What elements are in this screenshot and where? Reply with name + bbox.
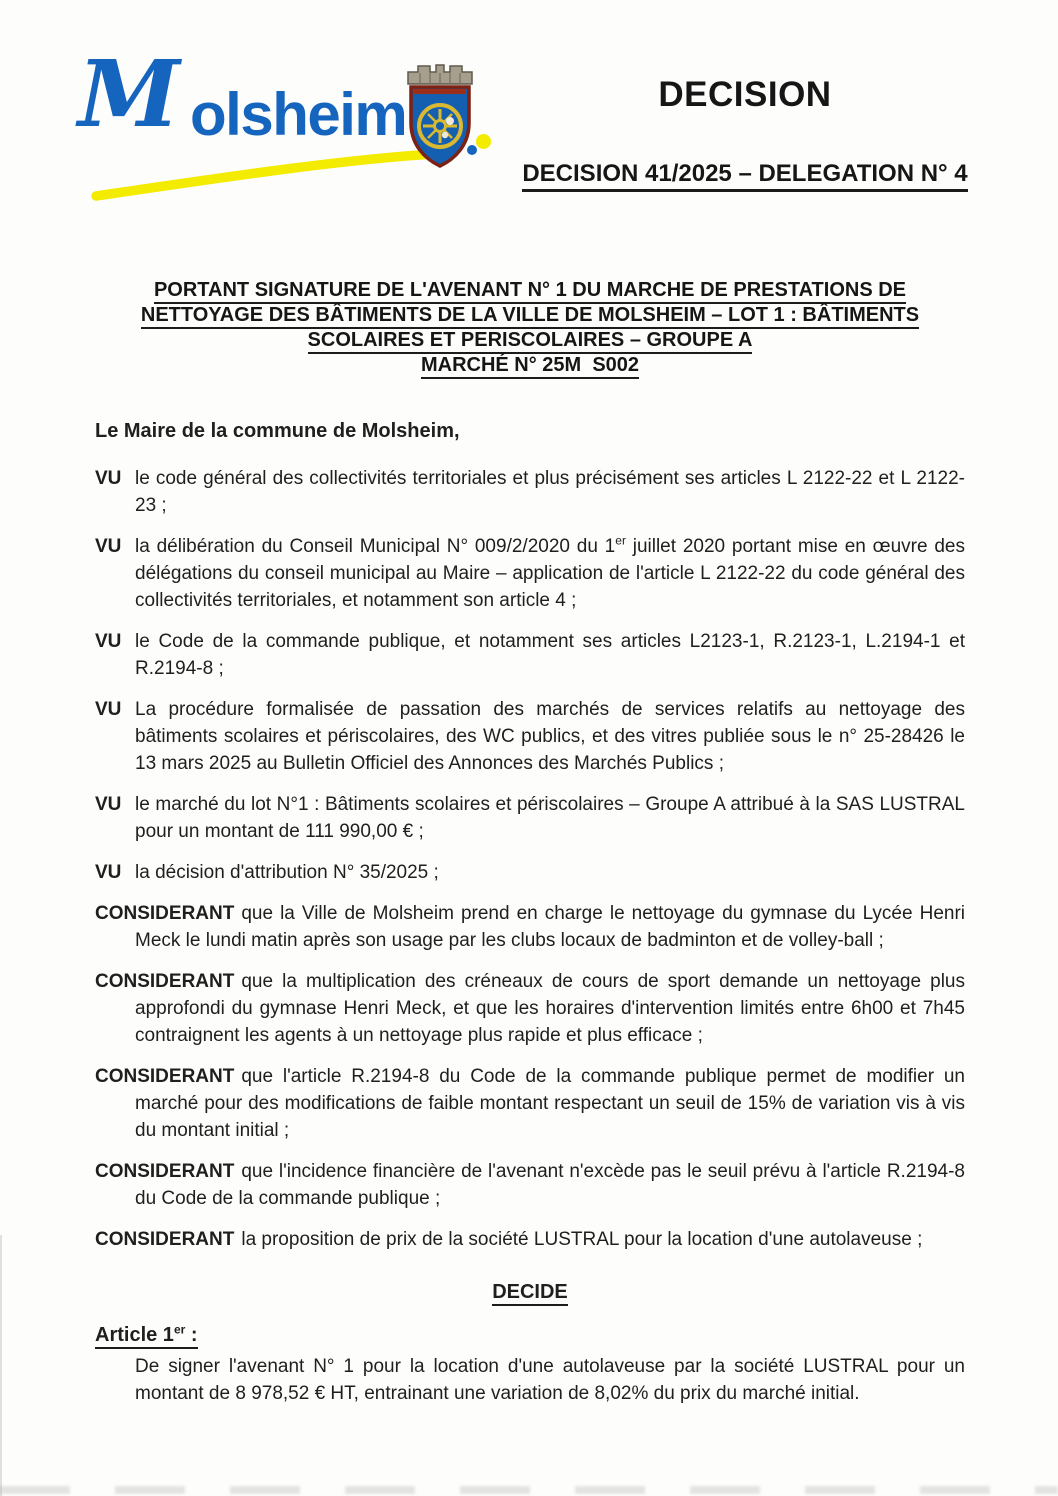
scan-bottom-artifact — [0, 1486, 1058, 1494]
considerant-label: CONSIDERANT — [95, 971, 235, 992]
vu-clause — [95, 791, 965, 845]
vu-label: VU — [95, 862, 122, 883]
considerant-text: que la multiplication des créneaux de cours de sport demande un nettoyage plus approfondi du gymnase Henri Meck, et que les horaires d'intervention limités entre 6h00 et 7h45 contraignent les agents à un nettoyage plus rapide et plus efficace ; — [135, 971, 965, 1046]
vu-clause — [95, 696, 965, 777]
vu-text: juillet 2020 portant mise en œuvre des délégations du conseil municipal au Maire – application de l'article L 2122-22 du code général des collectivités territoriales, et notamment son article 4 ; — [135, 536, 965, 611]
ordinal-superscript: er — [615, 533, 626, 548]
article-1-body: De signer l'avenant N° 1 pour la location d'une autolaveuse par la société LUSTRAL pour un montant de 8 978,52 € HT, entrainant une variation de 8,02% du prix du marché initial. — [135, 1356, 965, 1404]
salutation: Le Maire de la commune de Molsheim, — [95, 420, 460, 442]
vu-label: VU — [95, 794, 122, 815]
logo-wordmark: olsheim — [190, 81, 407, 148]
vu-label: VU — [95, 468, 122, 489]
considerant-label: CONSIDERANT — [95, 1066, 235, 1087]
subject-line: SCOLAIRES ET PERISCOLAIRES – GROUPE A — [95, 328, 965, 353]
ordinal-superscript: er — [173, 1322, 186, 1337]
coat-of-arms-icon — [398, 60, 482, 172]
vu-text: La procédure formalisée de passation des marchés de services relatifs au nettoyage des bâtiments scolaires et périscolaires, des WC publics, et des vitres publiée sous le n° 25-28426 le 13 mars 2025 au Bulletin Officiel des Annonces des Marchés Publics ; — [135, 699, 965, 774]
document-body — [95, 278, 965, 1407]
doc-header — [500, 74, 990, 188]
logo-initial: M — [78, 40, 180, 148]
vu-clause — [95, 628, 965, 682]
logo-dot-blue — [467, 145, 477, 155]
article-1-heading: Article 1er : — [95, 1322, 965, 1349]
considerant-text: que l'article R.2194-8 du Code de la commande publique permet de modifier un marché pour des modifications de faible montant respectant un seuil de 15% de variation vis à vis du montant initial ; — [135, 1066, 965, 1141]
vu-text: la délibération du Conseil Municipal N° 009/2/2020 du 1 — [135, 536, 616, 557]
considerant-text: la proposition de prix de la société LUSTRAL pour la location d'une autolaveuse ; — [241, 1229, 923, 1250]
decision-number-heading: DECISION 41/2025 – DELEGATION N° 4 — [500, 160, 990, 188]
vu-clause — [95, 465, 965, 519]
considerant-text: que l'incidence financière de l'avenant n'excède pas le seuil prévu à l'article R.2194-8 du Code de la commande publique ; — [135, 1161, 965, 1209]
vu-clause — [95, 859, 965, 886]
considerant-clause — [95, 1226, 965, 1253]
considerant-label: CONSIDERANT — [95, 1161, 235, 1182]
vu-label: VU — [95, 631, 122, 652]
considerant-clause — [95, 900, 965, 954]
vu-clause — [95, 533, 965, 614]
document-title: DECISION — [658, 75, 832, 114]
decide-heading: DECIDE — [95, 1279, 965, 1306]
vu-label: VU — [95, 536, 122, 557]
vu-text: le Code de la commande publique, et notamment ses articles L2123-1, R.2123-1, L.2194-1 et R.2194-8 ; — [135, 631, 965, 679]
subject-line: PORTANT SIGNATURE DE L'AVENANT N° 1 DU MARCHE DE PRESTATIONS DE — [95, 278, 965, 303]
logo-dot-yellow — [476, 134, 491, 149]
vu-text: la décision d'attribution N° 35/2025 ; — [135, 862, 439, 883]
considerant-clause — [95, 1063, 965, 1144]
considerant-text: que la Ville de Molsheim prend en charge le nettoyage du gymnase du Lycée Henri Meck le lundi matin après son usage par les clubs locaux de badminton et de volley-ball ; — [135, 903, 965, 951]
vu-label: VU — [95, 699, 122, 720]
vu-text: le code général des collectivités territoriales et plus précisément ses articles L 2122-22 et L 2122-23 ; — [135, 468, 965, 516]
subject-heading — [95, 278, 965, 378]
considerant-label: CONSIDERANT — [95, 903, 235, 924]
considerant-clause — [95, 968, 965, 1049]
subject-line: MARCHÉ N° 25M S002 — [95, 353, 965, 378]
considerant-clause — [95, 1158, 965, 1212]
molsheim-logo — [78, 40, 508, 203]
scan-edge-artifact — [0, 1235, 2, 1496]
subject-line: NETTOYAGE DES BÂTIMENTS DE LA VILLE DE MOLSHEIM – LOT 1 : BÂTIMENTS — [95, 303, 965, 328]
considerant-label: CONSIDERANT — [95, 1229, 235, 1250]
vu-text: le marché du lot N°1 : Bâtiments scolaires et périscolaires – Groupe A attribué à la SAS LUSTRAL pour un montant de 111 990,00 € ; — [135, 794, 965, 842]
